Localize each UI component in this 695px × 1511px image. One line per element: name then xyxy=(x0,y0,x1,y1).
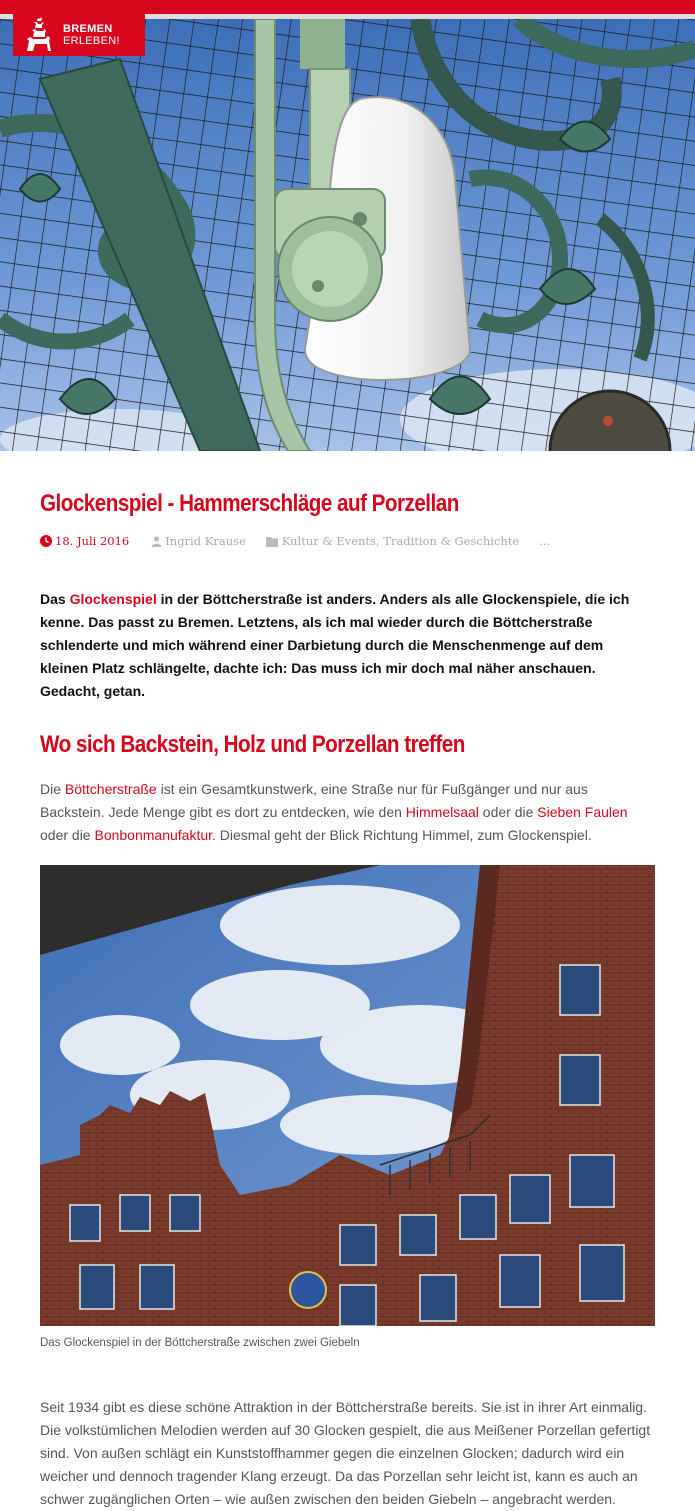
link-sieben-faulen[interactable]: Sieben Faulen xyxy=(537,804,628,820)
section-heading: Wo sich Backstein, Holz und Porzellan treffen xyxy=(40,731,465,758)
top-bar xyxy=(0,0,695,14)
brand-line2: ERLEBEN! xyxy=(63,35,120,47)
article-lead xyxy=(40,588,655,703)
paragraph-text: ist ein Gesamtkunstwerk, eine Straße nur für Fußgänger und nur aus Backstein. Jede Menge gibt es dort zu entdecken, wie den xyxy=(40,781,588,820)
paragraph-text: oder die xyxy=(40,827,95,843)
link-himmelsaal[interactable]: Himmelsaal xyxy=(405,804,479,820)
photo-caption: Das Glockenspiel in der Böttcherstraße zwischen zwei Giebeln xyxy=(40,1337,360,1349)
post-categories-text: Kultur & Events, Tradition & Geschichte xyxy=(281,534,520,548)
lead-text: Das xyxy=(40,591,70,607)
clock-icon xyxy=(40,535,52,547)
article-paragraph-2: Seit 1934 gibt es diese schöne Attraktion in der Böttcherstraße bereits. Sie ist in ihrer Art einmalig. Die volkstümlichen Melodien werden auf 30 Glocken gespielt, die aus Meißener Porzellan gefertigt sind. Von außen schlägt ein Kunststoffhammer gegen die einzelnen Glocken; dadurch wird ein weicher und dennoch tragender Klang erzeugt. Da das Porzellan sehr leicht ist, kann es auch an schwer zugänglichen Orten – wie außen zwischen den beiden Giebeln – angebracht werden. xyxy=(40,1399,651,1507)
article-photo-gables xyxy=(40,865,655,1326)
post-categories[interactable] xyxy=(266,534,519,548)
post-author-text: Ingrid Krause xyxy=(165,534,246,548)
article-paragraph xyxy=(40,778,655,847)
link-glockenspiel[interactable]: Glockenspiel xyxy=(69,591,157,607)
user-icon xyxy=(151,536,162,547)
town-musicians-icon xyxy=(21,17,57,53)
brand-line1: BREMEN xyxy=(63,23,113,35)
meta-more[interactable]: ... xyxy=(539,534,551,548)
paragraph-text: Die xyxy=(40,781,65,797)
article-title: Glockenspiel - Hammerschläge auf Porzellan xyxy=(40,490,459,517)
link-bonbonmanufaktur[interactable]: Bonbonmanufaktur xyxy=(94,827,213,843)
article-meta xyxy=(40,534,655,548)
bremen-erleben-logo[interactable] xyxy=(13,14,145,56)
link-boettcherstrasse[interactable]: Böttcherstraße xyxy=(64,781,157,797)
folder-icon xyxy=(266,536,279,547)
paragraph-text: . Diesmal geht der Blick Richtung Himmel, zum Glockenspiel. xyxy=(212,827,592,843)
post-author[interactable] xyxy=(151,534,246,548)
paragraph-text: oder die xyxy=(478,804,538,820)
lead-text: in der Böttcherstraße ist anders. Anders als alle Glockenspiele, die ich kenne. Das passt zu Bremen. Letztens, als ich mal wieder durch die Böttcherstraße schlenderte und mich während einer Darbietung durch die Menschenmenge auf dem kleinen Platz schlängelte, dachte ich: Das muss ich mir doch mal näher anschauen. Gedacht, getan. xyxy=(40,591,630,699)
post-date[interactable] xyxy=(40,534,129,548)
post-date-text: 18. Juli 2016 xyxy=(55,534,130,548)
hero-image-glockenspiel-bell xyxy=(0,19,695,451)
